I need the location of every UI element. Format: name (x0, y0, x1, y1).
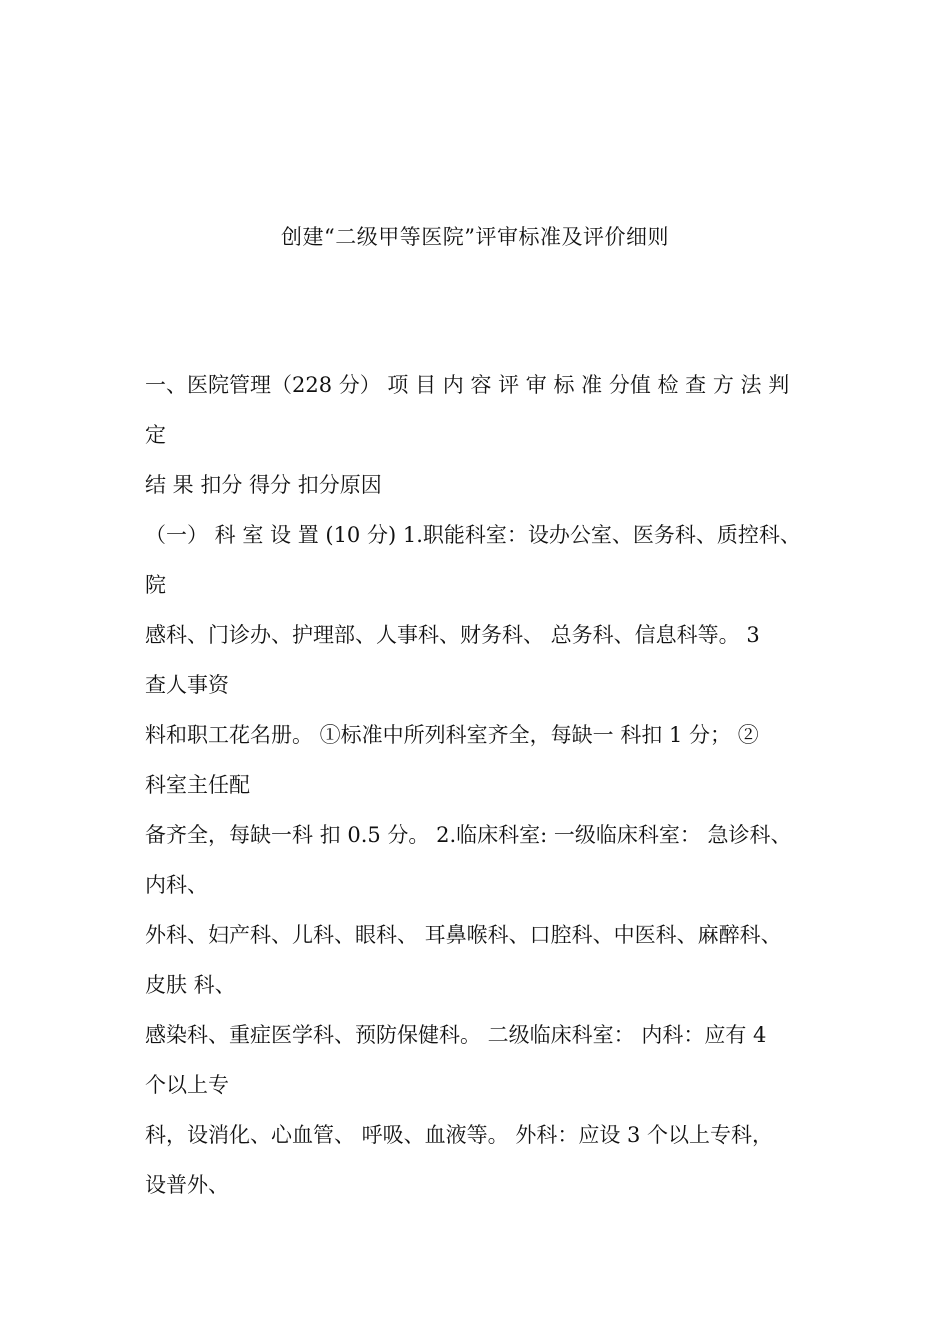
text-line: 一、医院管理（228 分） 项 目 内 容 评 审 标 准 分值 检 查 方 法 判 (145, 373, 790, 397)
text-line: 皮肤 科、 (145, 973, 236, 997)
text-line: 感科、门诊办、护理部、人事科、财务科、 总务科、信息科等。 3 (145, 623, 760, 647)
text-line: 外科、妇产科、儿科、眼科、 耳鼻喉科、口腔科、中医科、麻醉科、 (145, 923, 782, 947)
text-line: 感染科、重症医学科、预防保健科。 二级临床科室： 内科：应有 4 (145, 1023, 767, 1047)
text-line: 料和职工花名册。 ①标准中所列科室齐全，每缺一 科扣 1 分； ② (145, 723, 759, 747)
text-line: 结 果 扣分 得分 扣分原因 (145, 473, 382, 497)
text-line: 科，设消化、心血管、 呼吸、血液等。 外科：应设 3 个以上专科， (145, 1123, 774, 1147)
text-line: 定 (145, 423, 166, 447)
document-body (145, 368, 835, 1218)
text-line: 院 (145, 573, 166, 597)
text-line: 备齐全，每缺一科 扣 0.5 分。 2.临床科室: 一级临床科室： 急诊科、 (145, 823, 792, 847)
text-line: 科室主任配 (145, 773, 250, 797)
text-line: 查人事资 (145, 673, 229, 697)
text-line: 个以上专 (145, 1073, 229, 1097)
text-line: 内科、 (145, 873, 208, 897)
document-title: 创建“二级甲等医院”评审标准及评价细则 (281, 225, 669, 249)
text-line: 设普外、 (145, 1173, 229, 1197)
text-line: （一） 科 室 设 置 (10 分) 1.职能科室：设办公室、医务科、质控科、 (145, 523, 801, 547)
